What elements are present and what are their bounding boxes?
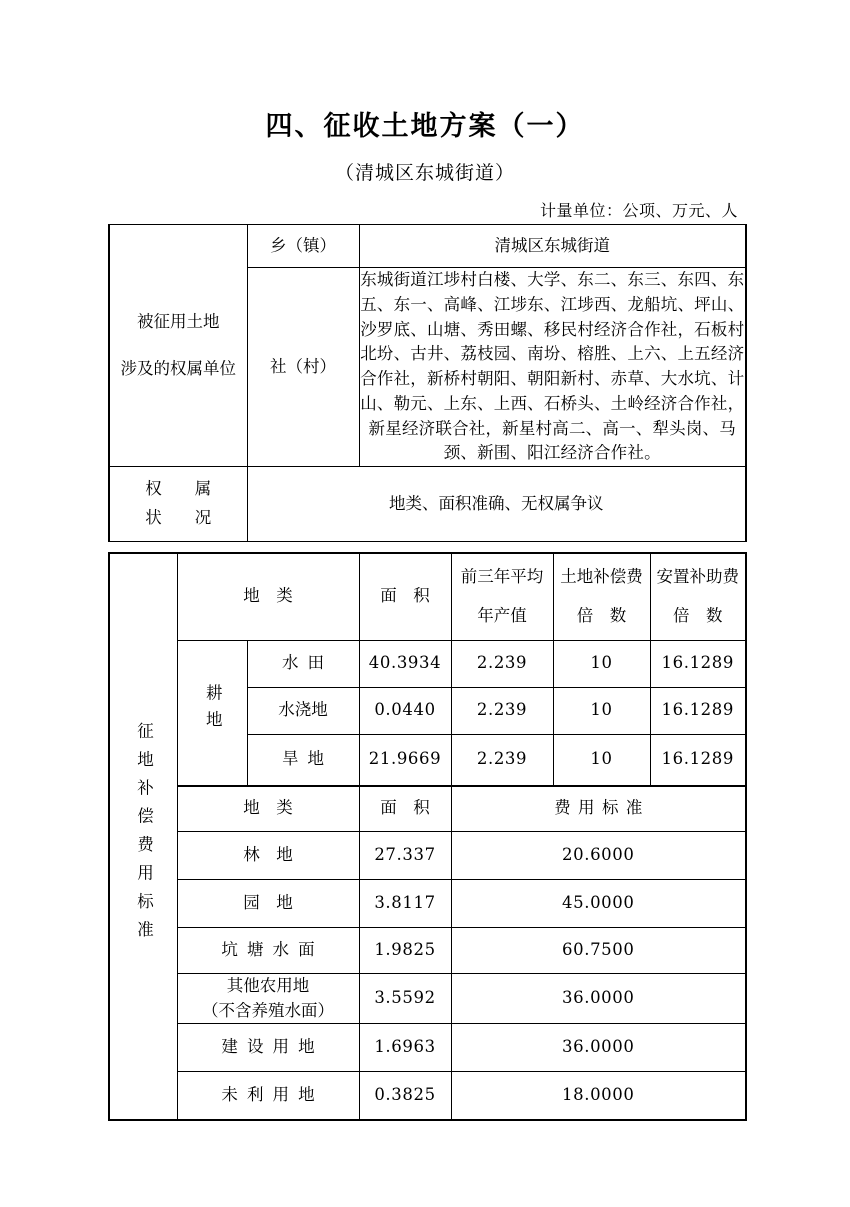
- area-cell: 27.337: [359, 831, 451, 879]
- resettlement-multiple-cell: 16.1289: [650, 687, 746, 734]
- header-area-2: 面积: [359, 786, 451, 832]
- table-spacer-cell: [109, 541, 746, 553]
- page-subtitle: （清城区东城街道）: [334, 162, 515, 184]
- table-row-other-agricultural-land: [109, 973, 746, 1024]
- header-fee-standard: 费用标准: [451, 786, 746, 832]
- land-acquisition-table-wrap: [108, 224, 745, 1121]
- resettlement-multiple-cell: 16.1289: [650, 640, 746, 687]
- table-row-paddy-field: [109, 640, 746, 687]
- header-area-1: 面积: [359, 553, 451, 641]
- avg-yield-cell: 2.239: [451, 687, 553, 734]
- fee-standard-cell: 18.0000: [451, 1072, 746, 1121]
- table-row-header-farmland: [109, 553, 746, 641]
- fee-standard-cell: 36.0000: [451, 1024, 746, 1072]
- land-type-cell: 林地: [177, 831, 359, 879]
- header-land-type-1: 地类: [177, 553, 359, 641]
- ownership-status-label-line2: 状 况: [145, 507, 212, 527]
- avg-yield-cell: 2.239: [451, 640, 553, 687]
- ownership-status-label-line1: 权 属: [145, 479, 212, 498]
- land-type-cell: 未利用地: [177, 1072, 359, 1121]
- land-type-cell: 其他农用地 （不含养殖水面）: [177, 973, 359, 1024]
- fee-standard-cell: 45.0000: [451, 879, 746, 927]
- village-label: 社（村）: [247, 268, 359, 467]
- fee-standard-cell: 20.6000: [451, 831, 746, 879]
- area-cell: 0.0440: [359, 687, 451, 734]
- farmland-vertical-label: 耕地: [203, 684, 223, 738]
- township-value: 清城区东城街道: [359, 225, 746, 268]
- area-cell: 40.3934: [359, 640, 451, 687]
- land-type-cell: 水浇地: [247, 687, 359, 734]
- measurement-unit-note: 计量单位：公项、万元、人: [539, 201, 738, 220]
- table-row-garden-land: [109, 879, 746, 927]
- land-acquisition-table: [108, 224, 747, 1121]
- area-cell: 0.3825: [359, 1072, 451, 1121]
- table-spacer-row: [109, 541, 746, 553]
- table-row-forest-land: [109, 831, 746, 879]
- compensation-standard-vertical-label-cell: [109, 553, 177, 1121]
- resettlement-multiple-cell: 16.1289: [650, 734, 746, 786]
- fee-standard-cell: 36.0000: [451, 973, 746, 1024]
- affected-units-label-line1: 被征用土地: [137, 311, 220, 331]
- page-title: 四、征收土地方案（一）: [265, 111, 585, 142]
- fee-standard-cell: 60.7500: [451, 927, 746, 973]
- land-multiple-cell: 10: [553, 687, 650, 734]
- affected-units-label-cell: [109, 225, 247, 467]
- land-multiple-cell: 10: [553, 734, 650, 786]
- table-row-construction-land: [109, 1024, 746, 1072]
- table-row-header-other: [109, 786, 746, 832]
- compensation-standard-vertical-label: 征地补偿费用标准: [134, 722, 154, 950]
- table-row-township: [109, 225, 746, 268]
- area-cell: 1.9825: [359, 927, 451, 973]
- land-type-cell: 坑塘水面: [177, 927, 359, 973]
- area-cell: 1.6963: [359, 1024, 451, 1072]
- area-cell: 3.8117: [359, 879, 451, 927]
- farmland-vertical-label-cell: [177, 640, 247, 786]
- land-type-cell: 旱地: [247, 734, 359, 786]
- table-row-ownership-status: [109, 467, 746, 542]
- table-row-pond-water-surface: [109, 927, 746, 973]
- land-type-cell: 水田: [247, 640, 359, 687]
- header-avg-yield: 前三年平均 年产值: [451, 553, 553, 641]
- land-type-cell: 建设用地: [177, 1024, 359, 1072]
- affected-units-label-line2: 涉及的权属单位: [120, 358, 236, 378]
- area-cell: 3.5592: [359, 973, 451, 1024]
- header-land-type-2: 地类: [177, 786, 359, 832]
- ownership-status-value: 地类、面积准确、无权属争议: [247, 467, 746, 542]
- header-land-compensation: 土地补偿费 倍数: [553, 553, 650, 641]
- header-resettlement-subsidy: 安置补助费 倍数: [650, 553, 746, 641]
- avg-yield-cell: 2.239: [451, 734, 553, 786]
- ownership-status-label-cell: [109, 467, 247, 542]
- land-multiple-cell: 10: [553, 640, 650, 687]
- village-value: 东城街道江埗村白楼、大学、东二、东三、东四、东五、东一、高峰、江埗东、江埗西、龙船坑、坪山、沙罗底、山塘、秀田螺、移民村经济合作社，石板村北坋、古井、荔枝园、南坋、榕胜、上六、上五经济合作社，新桥村朝阳、朝阳新村、赤草、大水坑、计山、勒元、上东、上西、石桥头、土岭经济合作社，新星经济联合社，新星村高二、高一、犁头岗、马颈、新围、阳江经济合作社。: [359, 268, 746, 467]
- area-cell: 21.9669: [359, 734, 451, 786]
- table-row-unused-land: [109, 1072, 746, 1121]
- land-type-cell: 园地: [177, 879, 359, 927]
- township-label: 乡（镇）: [247, 225, 359, 268]
